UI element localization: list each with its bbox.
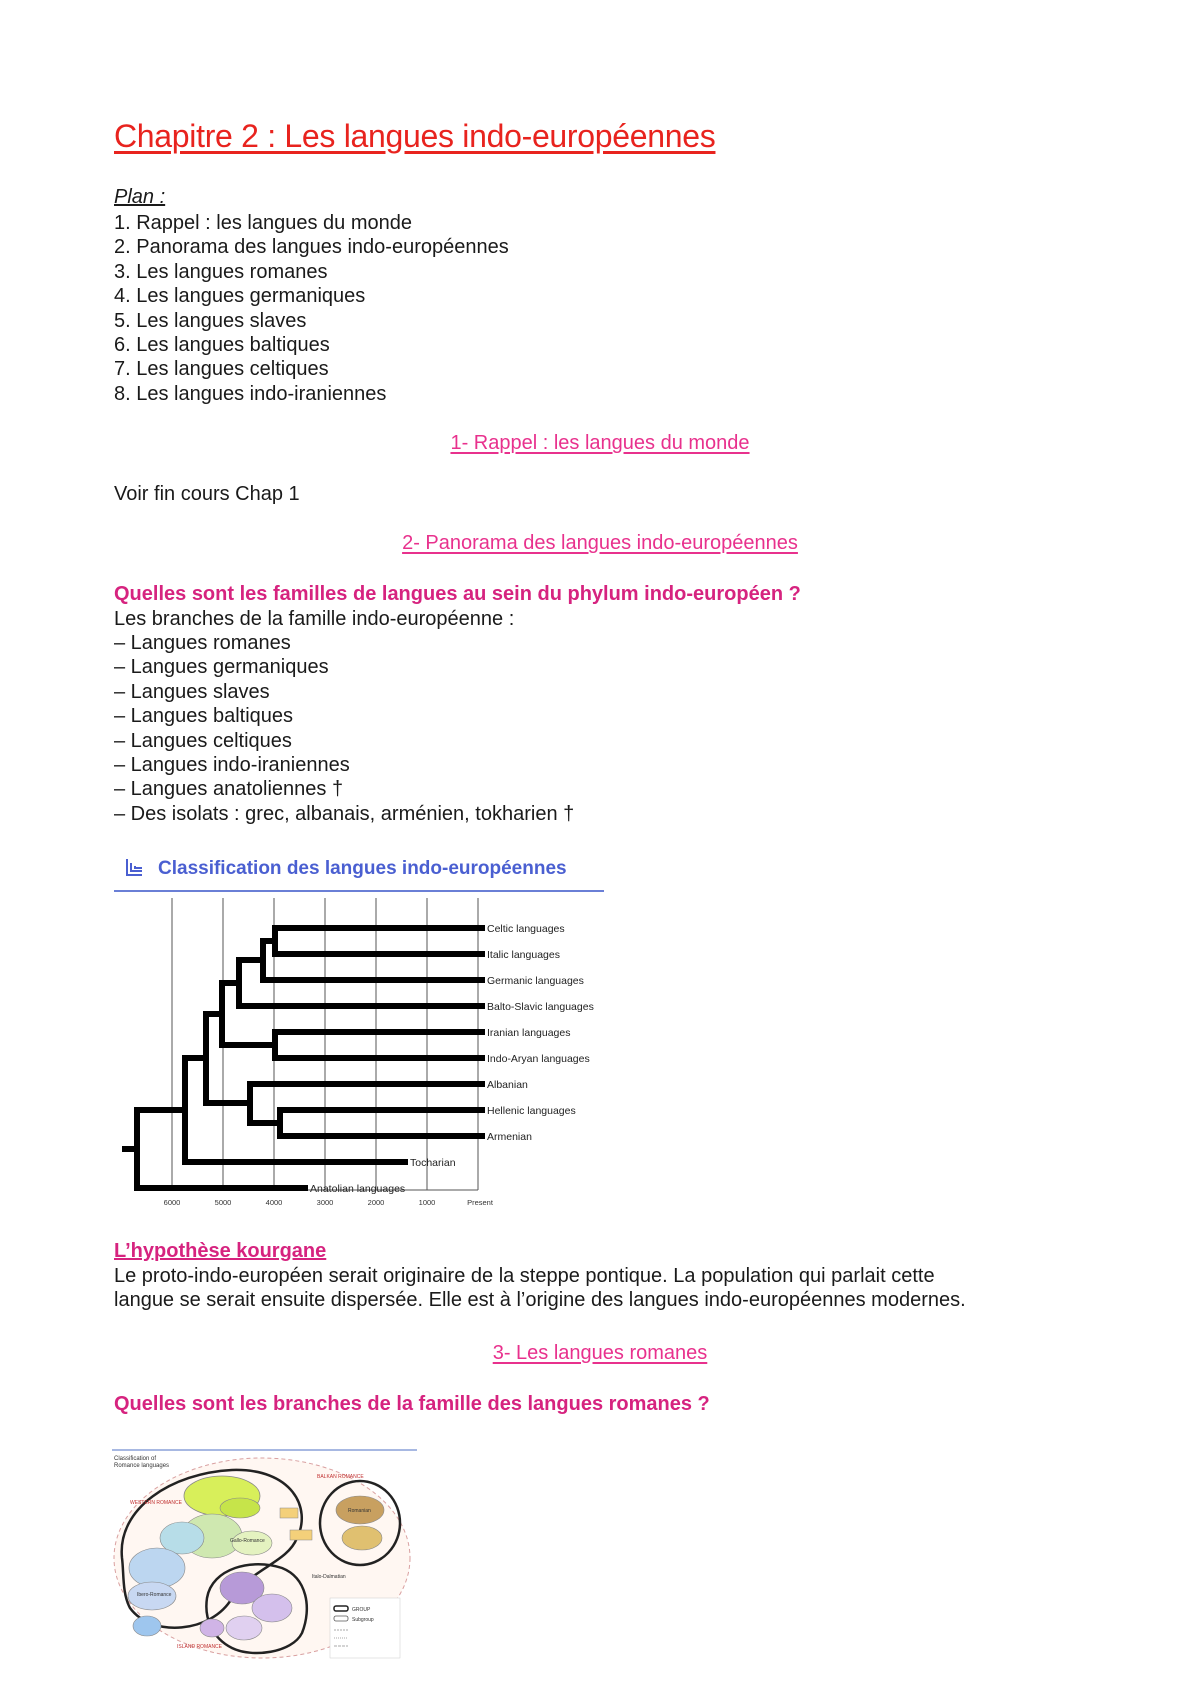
section2-intro: Les branches de la famille indo-européenne : (114, 608, 515, 630)
plan-label: Plan : (114, 186, 166, 208)
romance-label: BALKAN ROMANCE (317, 1474, 364, 1480)
kourgane-text-1: Le proto-indo-européen serait originaire de la steppe pontique. La population qui parlait cette (114, 1265, 935, 1287)
section3-question: Quelles sont les branches de la famille des langues romanes ? (114, 1393, 710, 1415)
plan-item: 7. Les langues celtiques (114, 358, 329, 381)
romance-label: ISLAND ROMANCE (177, 1644, 223, 1650)
legend-label: Subgroup (352, 1617, 374, 1623)
romance-label: Ibero-Romance (137, 1592, 172, 1598)
tree-leaf-label: Hellenic languages (487, 1105, 576, 1117)
plan-item: 4. Les langues germaniques (114, 285, 366, 308)
tree-axis-label: 1000 (418, 1198, 436, 1207)
branch-item: – Langues romanes (114, 632, 291, 654)
plan-item: 8. Les langues indo-iraniennes (114, 382, 387, 405)
tree-axis-label: 3000 (316, 1198, 334, 1207)
tree-icon (124, 858, 144, 878)
romance-label: WESTERN ROMANCE (130, 1500, 182, 1506)
legend-label: GROUP (352, 1607, 371, 1613)
tree-axis-label: 6000 (163, 1198, 181, 1207)
tree-leaf-label: Anatolian languages (310, 1183, 406, 1195)
romance-label: Gallo-Romance (230, 1538, 265, 1544)
romance-figure-title: Romance languages (114, 1463, 170, 1469)
branch-item: – Langues germaniques (114, 656, 329, 679)
tree-axis-label: 4000 (265, 1198, 283, 1207)
section-heading-1: 1- Rappel : les langues du monde (450, 432, 750, 454)
tree-leaf-label: Celtic languages (487, 923, 565, 935)
romance-classification-diagram (112, 1448, 417, 1666)
ie-tree-diagram (120, 898, 620, 1218)
plan-item: 5. Les langues slaves (114, 309, 307, 332)
romance-label: Romanian (348, 1508, 371, 1514)
section1-text: Voir fin cours Chap 1 (114, 483, 300, 505)
tree-axis-label: Present (467, 1198, 493, 1207)
tree-leaf-label: Italic languages (487, 949, 560, 961)
tree-leaf-label: Iranian languages (487, 1027, 571, 1039)
tree-leaf-label: Tocharian (410, 1157, 456, 1169)
plan-item: 3. Les langues romanes (114, 260, 328, 283)
romance-figure-title: Classification of (114, 1456, 157, 1462)
plan-list (114, 211, 509, 406)
section2-question: Quelles sont les familles de langues au sein du phylum indo-européen ? (114, 583, 801, 605)
branch-item: – Langues indo-iraniennes (114, 754, 350, 777)
branch-item: – Langues baltiques (114, 705, 294, 728)
tree-axis-label: 2000 (367, 1198, 385, 1207)
kourgane-heading: L’hypothèse kourgane (114, 1240, 327, 1262)
branch-item: – Langues slaves (114, 680, 270, 703)
tree-leaf-label: Albanian (487, 1079, 528, 1091)
tree-axis-label: 5000 (214, 1198, 232, 1207)
section-heading-3: 3- Les langues romanes (492, 1342, 708, 1364)
section-heading-2: 2- Panorama des langues indo-européennes (402, 532, 798, 554)
plan-item: 6. Les langues baltiques (114, 334, 330, 357)
tree-leaf-label: Germanic languages (487, 975, 584, 987)
branch-item: – Des isolats : grec, albanais, arménien, tokharien † (114, 802, 575, 825)
branch-item: – Langues celtiques (114, 729, 292, 752)
page-title: Chapitre 2 : Les langues indo-européennes (114, 118, 716, 154)
figure-title-bar (114, 852, 604, 892)
tree-leaf-label: Indo-Aryan languages (487, 1053, 590, 1065)
figure-title: Classification des langues indo-européennes (158, 858, 567, 879)
romance-label: Italo-Dalmatian (312, 1574, 346, 1580)
plan-item: 1. Rappel : les langues du monde (114, 212, 412, 234)
tree-leaf-label: Armenian (487, 1131, 532, 1143)
kourgane-text-2: langue se serait ensuite dispersée. Elle est à l’origine des langues indo-européennes modernes. (114, 1289, 966, 1311)
tree-leaf-label: Balto-Slavic languages (487, 1001, 594, 1013)
branches-list (114, 631, 574, 826)
branch-item: – Langues anatoliennes † (114, 778, 344, 801)
plan-item: 2. Panorama des langues indo-européennes (114, 236, 509, 259)
